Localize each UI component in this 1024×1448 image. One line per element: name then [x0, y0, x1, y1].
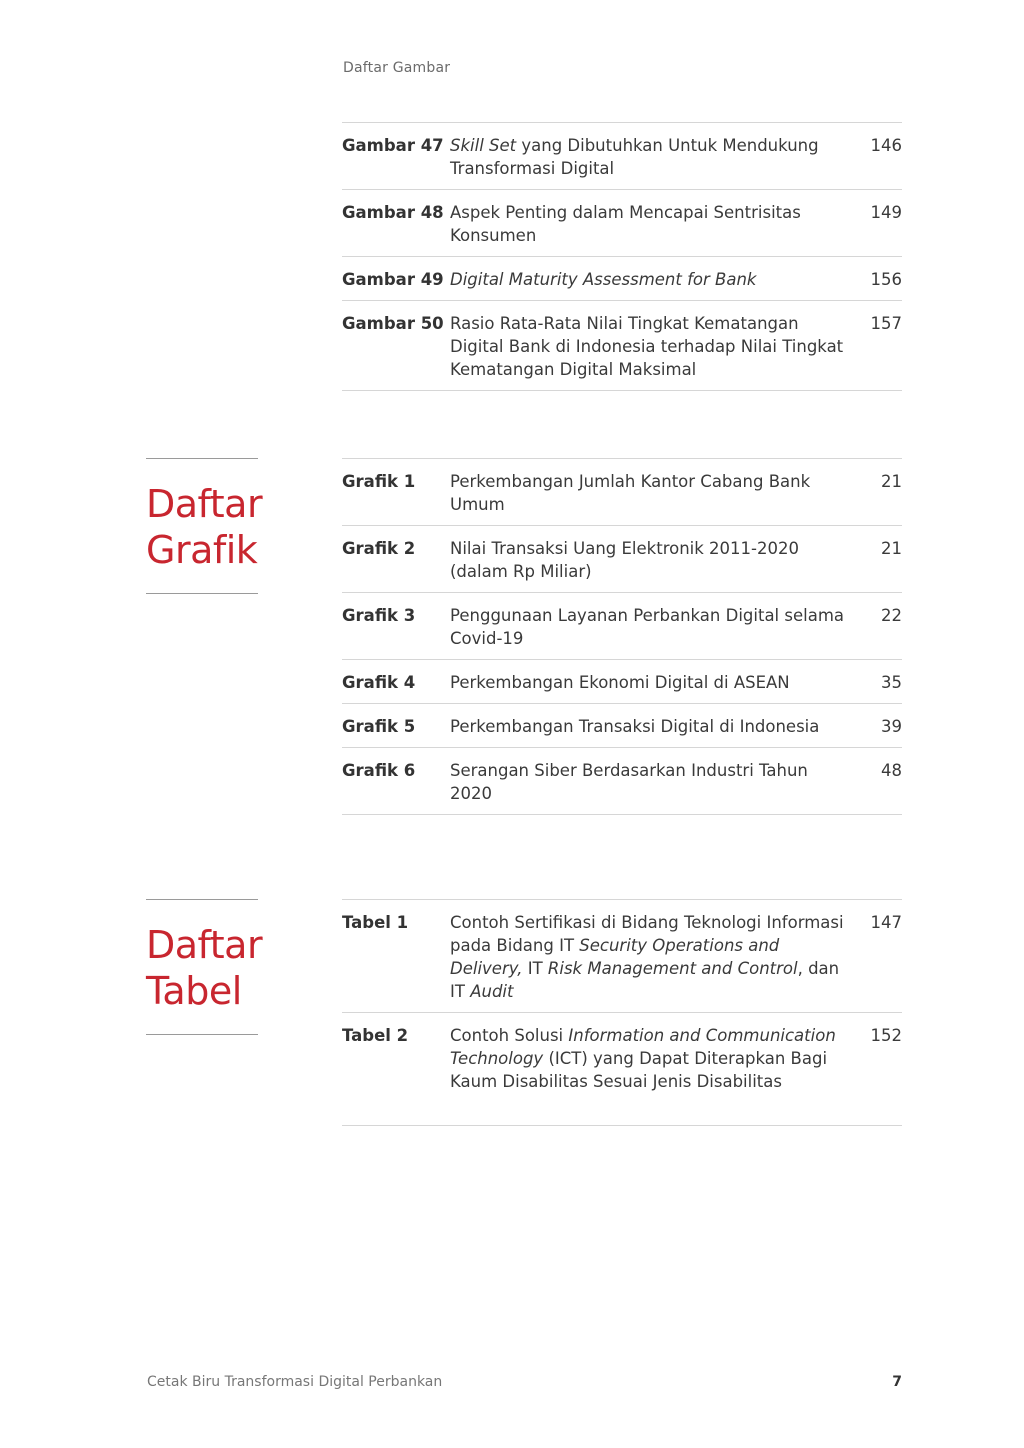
entry-label: Grafik 1 [342, 472, 416, 491]
footer-title: Cetak Biru Transformasi Digital Perbankan [147, 1374, 443, 1390]
entry-title [450, 1024, 862, 1093]
title-text: , dan IT [450, 959, 840, 1001]
title-text: Nilai Transaksi Uang Elektronik 2011-2020 (dalam Rp Miliar) [450, 539, 799, 581]
entry-page-number: 22 [881, 606, 902, 625]
entry-page-number: 152 [870, 1026, 902, 1045]
entry-page-number: 147 [870, 913, 902, 932]
entry-label: Gambar 50 [342, 314, 444, 333]
entry-label: Grafik 5 [342, 717, 416, 736]
grafik-section-heading [146, 458, 263, 594]
italic-term: Security Operations and Delivery, [450, 936, 780, 978]
entry-title [450, 201, 862, 247]
section-title [146, 900, 263, 1034]
title-text: Aspek Penting dalam Mencapai Sentrisitas Konsumen [450, 203, 801, 245]
title-text: Perkembangan Ekonomi Digital di ASEAN [450, 673, 790, 692]
title-text: (ICT) yang Dapat Diterapkan Bagi Kaum Disabilitas Sesuai Jenis Disabilitas [450, 1049, 828, 1091]
entry-page-number: 146 [870, 136, 902, 155]
running-head: Daftar Gambar [343, 60, 451, 76]
entry-label: Tabel 1 [342, 913, 409, 932]
italic-term: Digital Maturity Assessment for Bank [450, 270, 757, 289]
entry-title [450, 537, 862, 583]
entry-title [450, 671, 862, 694]
entry-page-number: 21 [881, 472, 902, 491]
chart-list [342, 458, 902, 815]
title-text: IT [522, 959, 548, 978]
entry-title [450, 312, 862, 381]
entry-page-number: 157 [870, 314, 902, 333]
table-list [342, 899, 902, 1126]
entry-title [450, 911, 862, 1003]
entry-page-number: 21 [881, 539, 902, 558]
list-entry[interactable] [342, 1012, 902, 1126]
entry-title [450, 134, 862, 180]
section-title-line: Daftar [146, 923, 263, 967]
entry-page-number: 35 [881, 673, 902, 692]
italic-term: Risk Management and Control [547, 959, 798, 978]
list-entry[interactable] [342, 458, 902, 525]
entry-page-number: 39 [881, 717, 902, 736]
entry-title [450, 268, 862, 291]
title-text: Perkembangan Jumlah Kantor Cabang Bank Umum [450, 472, 811, 514]
section-title-line: Daftar [146, 482, 263, 526]
list-entry[interactable] [342, 703, 902, 747]
entry-title [450, 470, 862, 516]
title-text: Contoh Sertifikasi di Bidang Teknologi Informasi pada Bidang IT [450, 913, 844, 955]
entry-label: Gambar 48 [342, 203, 444, 222]
section-title-line: Grafik [146, 528, 258, 572]
title-text: Perkembangan Transaksi Digital di Indonesia [450, 717, 820, 736]
entry-title [450, 604, 862, 650]
entry-page-number: 149 [870, 203, 902, 222]
tabel-section-heading [146, 899, 263, 1035]
entry-label: Grafik 3 [342, 606, 416, 625]
list-entry[interactable] [342, 747, 902, 815]
title-text: Penggunaan Layanan Perbankan Digital selama Covid-19 [450, 606, 845, 648]
title-text: yang Dibutuhkan Untuk Mendukung Transformasi Digital [450, 136, 819, 178]
entry-page-number: 156 [870, 270, 902, 289]
list-entry[interactable] [342, 300, 902, 391]
section-title [146, 459, 263, 593]
entry-label: Grafik 2 [342, 539, 416, 558]
entry-title [450, 759, 862, 805]
divider [146, 593, 258, 594]
list-entry[interactable] [342, 525, 902, 592]
title-text: Contoh Solusi [450, 1026, 569, 1045]
italic-term: Information and Communication Technology [450, 1026, 836, 1068]
list-entry[interactable] [342, 592, 902, 659]
entry-label: Tabel 2 [342, 1026, 409, 1045]
entry-label: Grafik 6 [342, 761, 416, 780]
entry-label: Grafik 4 [342, 673, 416, 692]
entry-page-number: 48 [881, 761, 902, 780]
entry-label: Gambar 47 [342, 136, 444, 155]
page-number: 7 [892, 1374, 902, 1390]
list-entry[interactable] [342, 659, 902, 703]
title-text: Rasio Rata-Rata Nilai Tingkat Kematangan Digital Bank di Indonesia terhadap Nilai Tingkat Kematangan Digital Maksimal [450, 314, 844, 379]
entry-label: Gambar 49 [342, 270, 444, 289]
italic-term: Audit [470, 982, 514, 1001]
list-entry[interactable] [342, 189, 902, 256]
italic-term: Skill Set [450, 136, 517, 155]
divider [146, 1034, 258, 1035]
section-title-line: Tabel [146, 969, 242, 1013]
entry-title [450, 715, 862, 738]
list-entry[interactable] [342, 122, 902, 189]
figure-list [342, 122, 902, 391]
list-entry[interactable] [342, 256, 902, 300]
title-text: Serangan Siber Berdasarkan Industri Tahun 2020 [450, 761, 808, 803]
list-entry[interactable] [342, 899, 902, 1012]
